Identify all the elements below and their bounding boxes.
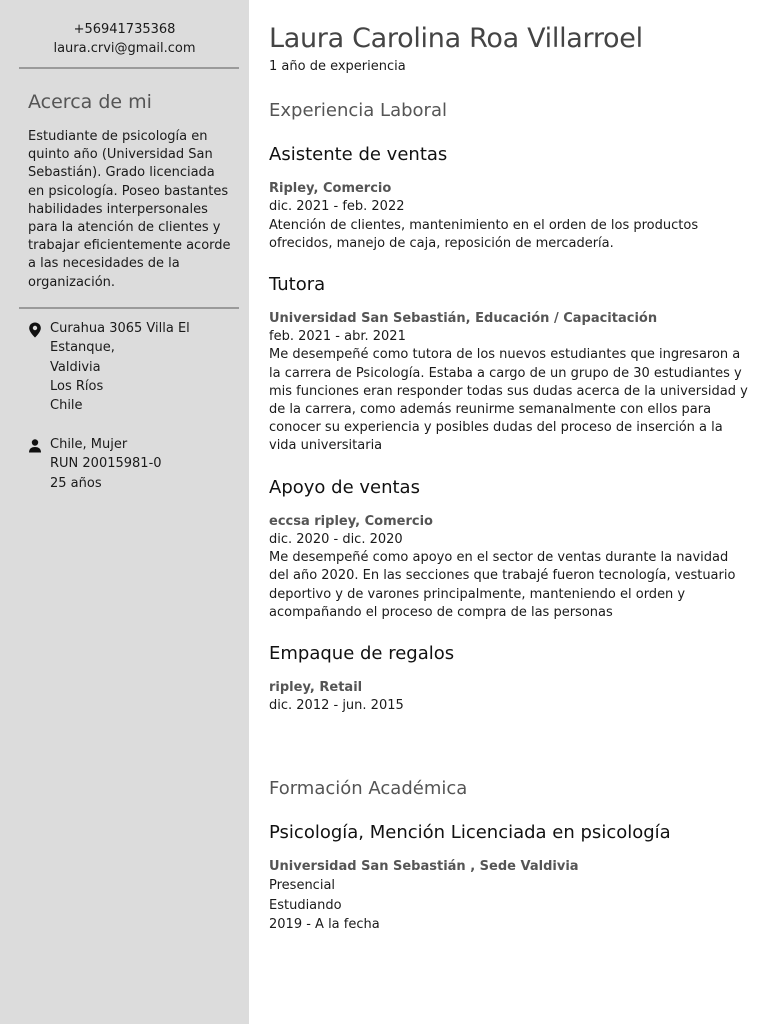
job-dates: dic. 2012 - jun. 2015: [269, 697, 404, 713]
contact-block: [0, 0, 249, 58]
address-line: Valdivia: [50, 359, 101, 375]
education-status: Estudiando: [269, 897, 342, 913]
address-line: Estanque,: [50, 340, 115, 356]
candidate-name: Laura Carolina Roa Villarroel: [269, 23, 643, 54]
job-company: ripley, Retail: [269, 679, 363, 695]
job-dates: dic. 2020 - dic. 2020: [269, 531, 403, 547]
address-line: Chile: [50, 398, 83, 414]
job-entry: [269, 143, 751, 253]
education-institution: Universidad San Sebastián , Sede Valdivia: [269, 859, 579, 875]
job-company: eccsa ripley, Comercio: [269, 513, 433, 529]
experience-years: 1 año de experiencia: [269, 59, 406, 74]
job-dates: feb. 2021 - abr. 2021: [269, 328, 406, 344]
about-title: Acerca de mi: [28, 91, 152, 113]
experience-section-title: Experiencia Laboral: [269, 100, 447, 121]
education-section-title: Formación Académica: [269, 778, 468, 800]
main-content: [269, 22, 751, 935]
education-dates: 2019 - A la fecha: [269, 917, 380, 933]
email-address: laura.crvi@gmail.com: [53, 41, 196, 56]
sidebar: [0, 0, 249, 1024]
personal-block: [28, 435, 249, 493]
location-pin-icon: [28, 322, 42, 338]
job-title: Asistente de ventas: [269, 144, 448, 165]
job-title: Apoyo de ventas: [269, 476, 420, 498]
job-entry: [269, 273, 751, 456]
phone-number: +56941735368: [73, 22, 176, 37]
address-line: Los Ríos: [50, 379, 104, 395]
job-company: Universidad San Sebastián, Educación / Capacitación: [269, 310, 658, 326]
personal-line: Chile, Mujer: [50, 436, 128, 452]
education-modality: Presencial: [269, 878, 336, 894]
personal-line: RUN 20015981-0: [50, 456, 162, 472]
degree-title: Psicología, Mención Licenciada en psicología: [269, 822, 671, 844]
about-text: Estudiante de psicología en quinto año (Universidad San Sebastián). Grado licenciada en psicología. Poseo bastantes habilidades interpersonales para la atención de clientes y trabajar eficientemente acorde a las necesidades de la organización.: [28, 129, 231, 290]
education-entry: [269, 821, 751, 935]
job-description: Me desempeñé como tutora de los nuevos estudiantes que ingresaron a la carrera de Psicología. Estaba a cargo de un grupo de 30 estudiantes y mis funciones eran responder todas sus dudas acerca de la universidad y de la carrera, como además reunirme semanalmente con ellos para conocer su experiencia y posibles dudas del proceso de inserción a la vida universitaria: [269, 347, 748, 454]
address-block: [28, 319, 249, 416]
personal-lines: [50, 435, 249, 493]
job-title: Tutora: [269, 273, 326, 295]
address-lines: [50, 319, 249, 416]
job-company: Ripley, Comercio: [269, 181, 392, 196]
person-icon: [28, 438, 42, 454]
personal-line: 25 años: [50, 475, 102, 491]
address-line: Curahua 3065 Villa El: [50, 320, 190, 336]
sidebar-divider: [19, 67, 239, 69]
job-dates: dic. 2021 - feb. 2022: [269, 199, 405, 214]
job-description: Me desempeñé como apoyo en el sector de ventas durante la navidad del año 2020. En las secciones que trabajé fueron tecnología, vestuario deportivo y de varones principalmente, manteniendo el orden y acompañando el proceso de compra de las personas: [269, 550, 736, 620]
job-description: Atención de clientes, mantenimiento en el orden de los productos ofrecidos, manejo de caja, reposición de mercadería.: [269, 217, 699, 251]
job-entry: [269, 476, 751, 622]
job-title: Empaque de regalos: [269, 642, 455, 664]
sidebar-divider: [19, 307, 239, 309]
job-entry: [269, 642, 751, 716]
